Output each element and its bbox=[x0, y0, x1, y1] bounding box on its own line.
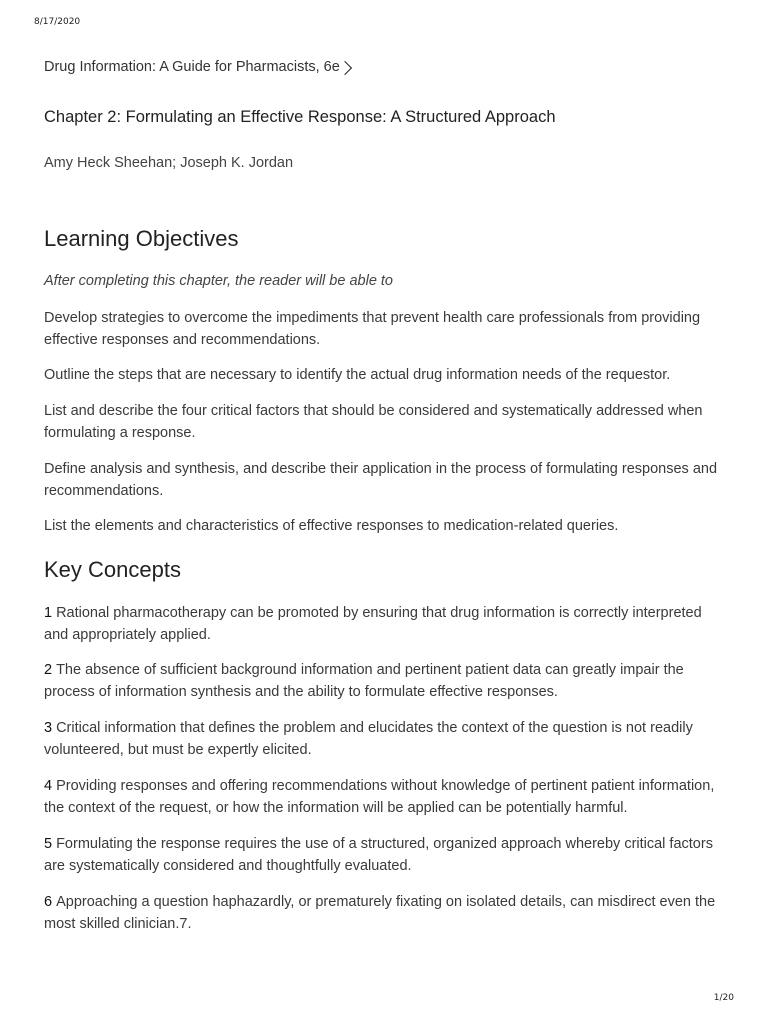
learning-objective-item: Develop strategies to overcome the impediments that prevent health care professionals from providing effective responses and recommendations. bbox=[44, 310, 701, 348]
key-concept-item bbox=[44, 602, 728, 646]
key-concept-number: 4 bbox=[44, 778, 53, 794]
key-concept-number: 3 bbox=[44, 720, 53, 736]
key-concept-text: The absence of sufficient background information and pertinent patient data can greatly impair the process of information synthesis and the ability to formulate effective responses. bbox=[44, 662, 684, 700]
key-concept-text: Formulating the response requires the use of a structured, organized approach whereby critical factors are systematically considered and thoughtfully evaluated. bbox=[44, 836, 713, 874]
key-concept-number: 1 bbox=[44, 605, 53, 621]
key-concept-item bbox=[44, 775, 728, 819]
learning-objective-item: List and describe the four critical factors that should be considered and systematically addressed when formulating a response. bbox=[44, 403, 703, 441]
key-concept-text: Rational pharmacotherapy can be promoted by ensuring that drug information is correctly interpreted and appropriately applied. bbox=[44, 605, 702, 643]
learning-objective-item: List the elements and characteristics of effective responses to medication-related queries. bbox=[44, 518, 619, 534]
key-concept-item bbox=[44, 833, 728, 877]
key-concepts-heading: Key Concepts bbox=[44, 557, 181, 582]
key-concept-number: 5 bbox=[44, 836, 53, 852]
key-concept-item bbox=[44, 891, 728, 935]
learning-objectives-intro: After completing this chapter, the reader will be able to bbox=[44, 273, 393, 289]
learning-objective-item: Define analysis and synthesis, and describe their application in the process of formulating responses and recommendations. bbox=[44, 461, 718, 499]
key-concept-text: Critical information that defines the problem and elucidates the context of the question is not readily volunteered, but must be expertly elicited. bbox=[44, 720, 693, 758]
key-concept-number: 6 bbox=[44, 894, 53, 910]
authors: Amy Heck Sheehan; Joseph K. Jordan bbox=[44, 155, 294, 171]
chapter-title: Chapter 2: Formulating an Effective Response: A Structured Approach bbox=[44, 108, 556, 126]
chevron-right-icon bbox=[338, 60, 352, 74]
breadcrumb-book-title[interactable]: Drug Information: A Guide for Pharmacists, 6e bbox=[44, 59, 340, 75]
breadcrumb[interactable] bbox=[44, 59, 350, 75]
key-concept-item bbox=[44, 659, 728, 703]
key-concept-text: Providing responses and offering recommendations without knowledge of pertinent patient information, the context of the request, or how the information will be applied can be potentially harmful. bbox=[44, 778, 715, 816]
key-concept-number: 2 bbox=[44, 662, 53, 678]
print-date: 8/17/2020 bbox=[34, 17, 81, 27]
key-concept-text: Approaching a question haphazardly, or prematurely fixating on isolated details, can misdirect even the most skilled clinician.7. bbox=[44, 894, 716, 932]
page-number: 1/20 bbox=[713, 993, 734, 1003]
learning-objective-item: Outline the steps that are necessary to identify the actual drug information needs of the requestor. bbox=[44, 367, 671, 383]
learning-objectives-heading: Learning Objectives bbox=[44, 226, 239, 251]
key-concept-item bbox=[44, 717, 728, 761]
